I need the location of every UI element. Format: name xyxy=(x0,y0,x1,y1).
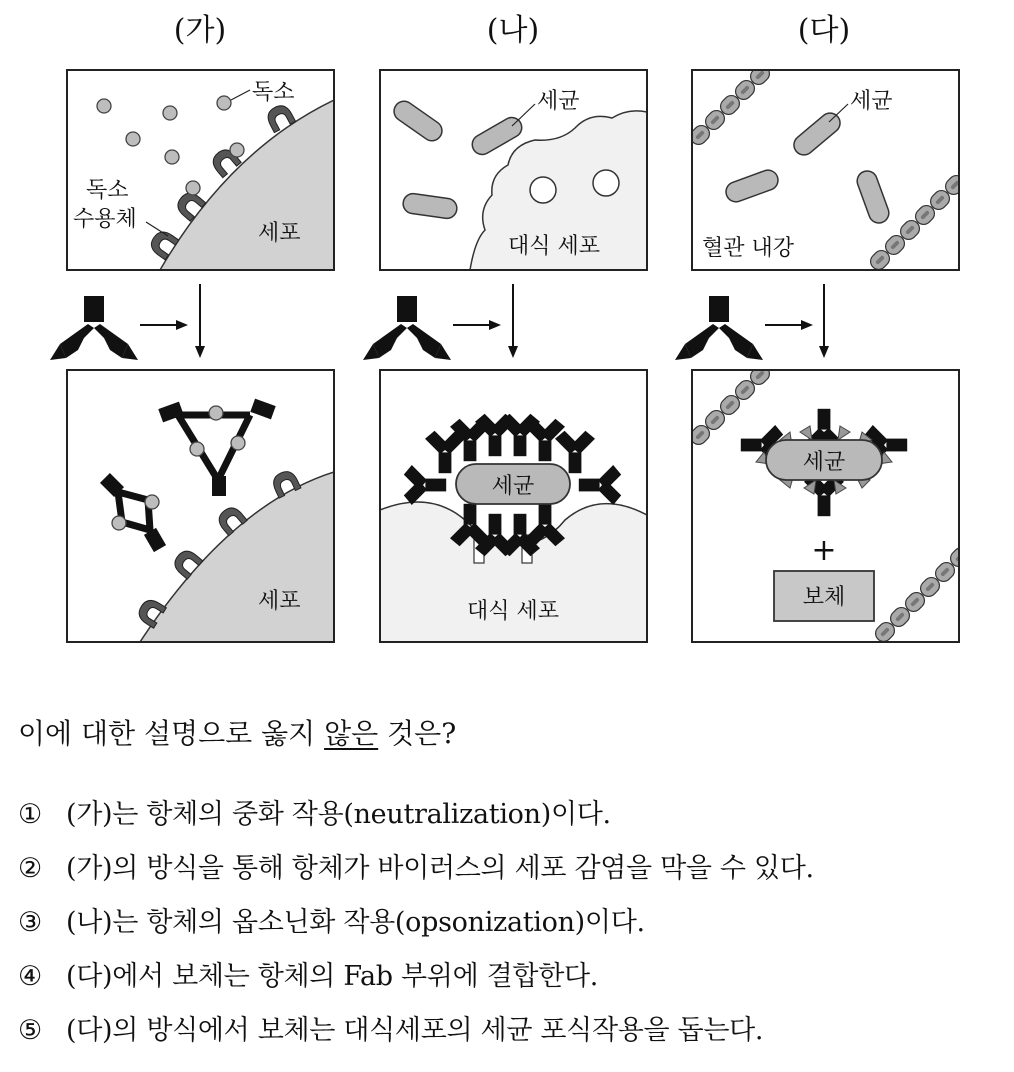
plus-sign: + xyxy=(811,533,837,568)
panel-da-top xyxy=(687,62,967,272)
receptor-label-2: 수용체 xyxy=(73,207,137,232)
lumen-label: 혈관 내강 xyxy=(702,236,795,261)
option-number: ① xyxy=(18,799,42,830)
option-number: ④ xyxy=(18,961,42,992)
receptor-label-1: 독소 xyxy=(86,178,129,203)
panel-label-ga: (가) xyxy=(173,13,227,48)
cell-label-after: 세포 xyxy=(258,589,301,614)
option-text: (다)에서 보체는 항체의 Fab 부위에 결합한다. xyxy=(66,961,599,992)
option-number: ② xyxy=(18,853,42,884)
option-text: (다)의 방식에서 보체는 대식세포의 세균 포식작용을 돕는다. xyxy=(66,1015,764,1046)
toxin-label: 독소 xyxy=(252,80,295,105)
question-before: 이에 대한 설명으로 옳지 xyxy=(18,717,325,750)
panel-ga-bottom xyxy=(67,370,334,642)
panel-na-bottom xyxy=(380,370,647,642)
question-underlined: 않은 xyxy=(324,717,379,750)
panel-ga-top xyxy=(67,70,334,270)
option-5[interactable] xyxy=(18,1004,814,1058)
bacterium-label-after: 세균 xyxy=(802,450,846,475)
panel-label-da: (다) xyxy=(797,13,851,48)
panel-label-na: (나) xyxy=(486,13,540,48)
option-2[interactable] xyxy=(18,842,814,896)
option-text: (나)는 항체의 옵소닌화 작용(opsonization)이다. xyxy=(66,907,645,938)
bacterium-label: 세균 xyxy=(537,89,580,114)
option-4[interactable] xyxy=(18,950,814,1004)
panel-da-bottom xyxy=(687,362,972,644)
option-number: ⑤ xyxy=(18,1015,42,1046)
cell-label: 세포 xyxy=(258,221,301,246)
panel-na-top xyxy=(380,70,647,270)
macrophage-label: 대식 세포 xyxy=(508,234,601,259)
answer-options xyxy=(18,788,814,1058)
macrophage-label-after: 대식 세포 xyxy=(466,599,560,624)
bacterium-label: 세균 xyxy=(850,89,893,114)
bacterium-label-after: 세균 xyxy=(491,474,535,499)
option-text: (가)의 방식을 통해 항체가 바이러스의 세포 감염을 막을 수 있다. xyxy=(66,853,814,884)
option-number: ③ xyxy=(18,907,42,938)
antibody-icon xyxy=(50,296,763,360)
question-after: 것은? xyxy=(378,717,457,750)
question-text xyxy=(18,714,456,754)
option-text: (가)는 항체의 중화 작용(neutralization)이다. xyxy=(66,799,611,830)
option-1[interactable] xyxy=(18,788,814,842)
option-3[interactable] xyxy=(18,896,814,950)
complement-label: 보체 xyxy=(802,585,846,610)
